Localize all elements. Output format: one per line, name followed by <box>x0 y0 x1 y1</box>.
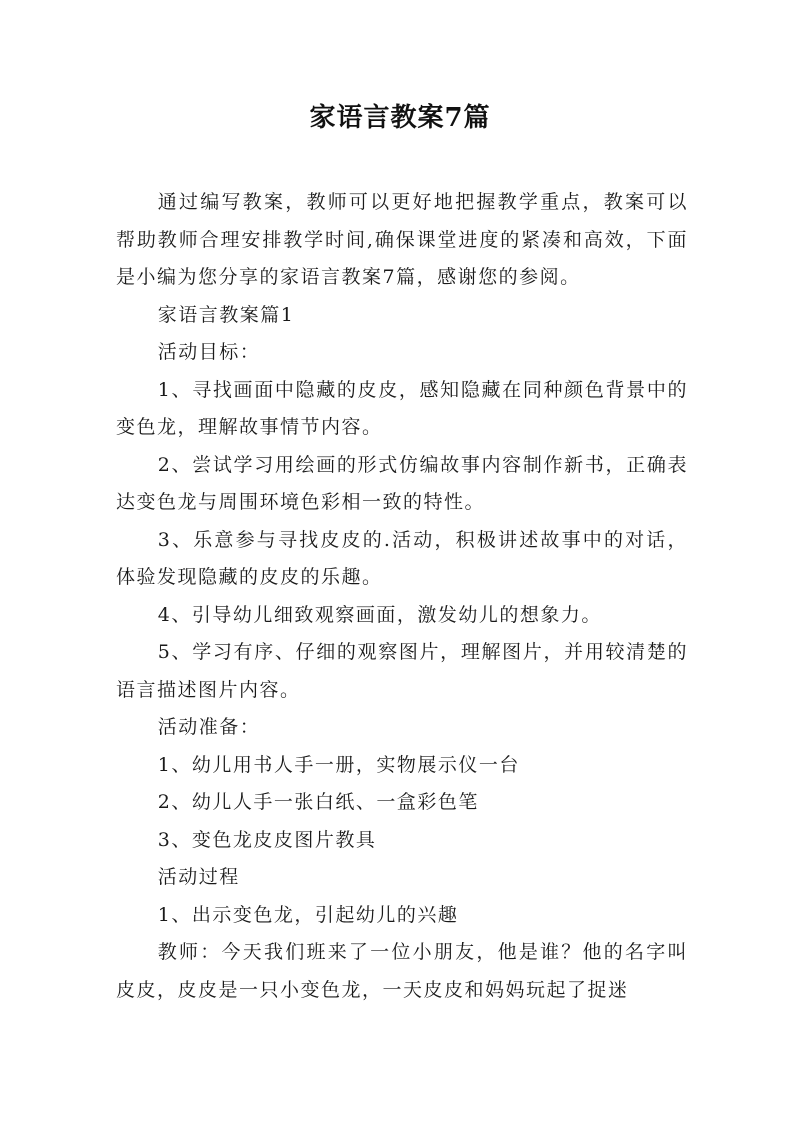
goal-item: 5、学习有序、仔细的观察图片，理解图片，并用较清楚的语言描述图片内容。 <box>116 641 688 701</box>
goal-item: 2、尝试学习用绘画的形式仿编故事内容制作新书，正确表达变色龙与周围环境色彩相一致的特性。 <box>116 453 688 513</box>
process-paragraph: 教师：今天我们班来了一位小朋友，他是谁？他的名字叫皮皮，皮皮是一只小变色龙，一天皮皮和妈妈玩起了捉迷 <box>116 941 688 1001</box>
goal-item: 4、引导幼儿细致观察画面，激发幼儿的想象力。 <box>157 603 602 626</box>
section-heading: 家语言教案篇1 <box>157 303 295 326</box>
subheading-goals: 活动目标： <box>157 341 261 363</box>
goal-item: 1、寻找画面中隐藏的皮皮，感知隐藏在同种颜色背景中的变色龙，理解故事情节内容。 <box>116 378 688 438</box>
preparation-item: 3、变色龙皮皮图片教具 <box>157 828 377 851</box>
process-item: 1、出示变色龙，引起幼儿的兴趣 <box>157 903 459 926</box>
preparation-item: 1、幼儿用书人手一册，实物展示仪一台 <box>157 753 520 776</box>
document-body <box>116 184 688 1009</box>
preparation-item: 2、幼儿人手一张白纸、一盒彩色笔 <box>157 791 479 813</box>
intro-paragraph: 通过编写教案，教师可以更好地把握教学重点，教案可以帮助教师合理安排教学时间,确保课堂进度的紧凑和高效，下面是小编为您分享的家语言教案7篇，感谢您的参阅。 <box>116 191 688 288</box>
goal-item: 3、乐意参与寻找皮皮的.活动，积极讲述故事中的对话，体验发现隐藏的皮皮的乐趣。 <box>116 528 688 588</box>
document-title: 家语言教案7篇 <box>309 103 491 133</box>
subheading-preparation: 活动准备： <box>157 716 261 738</box>
subheading-process: 活动过程 <box>157 866 240 888</box>
